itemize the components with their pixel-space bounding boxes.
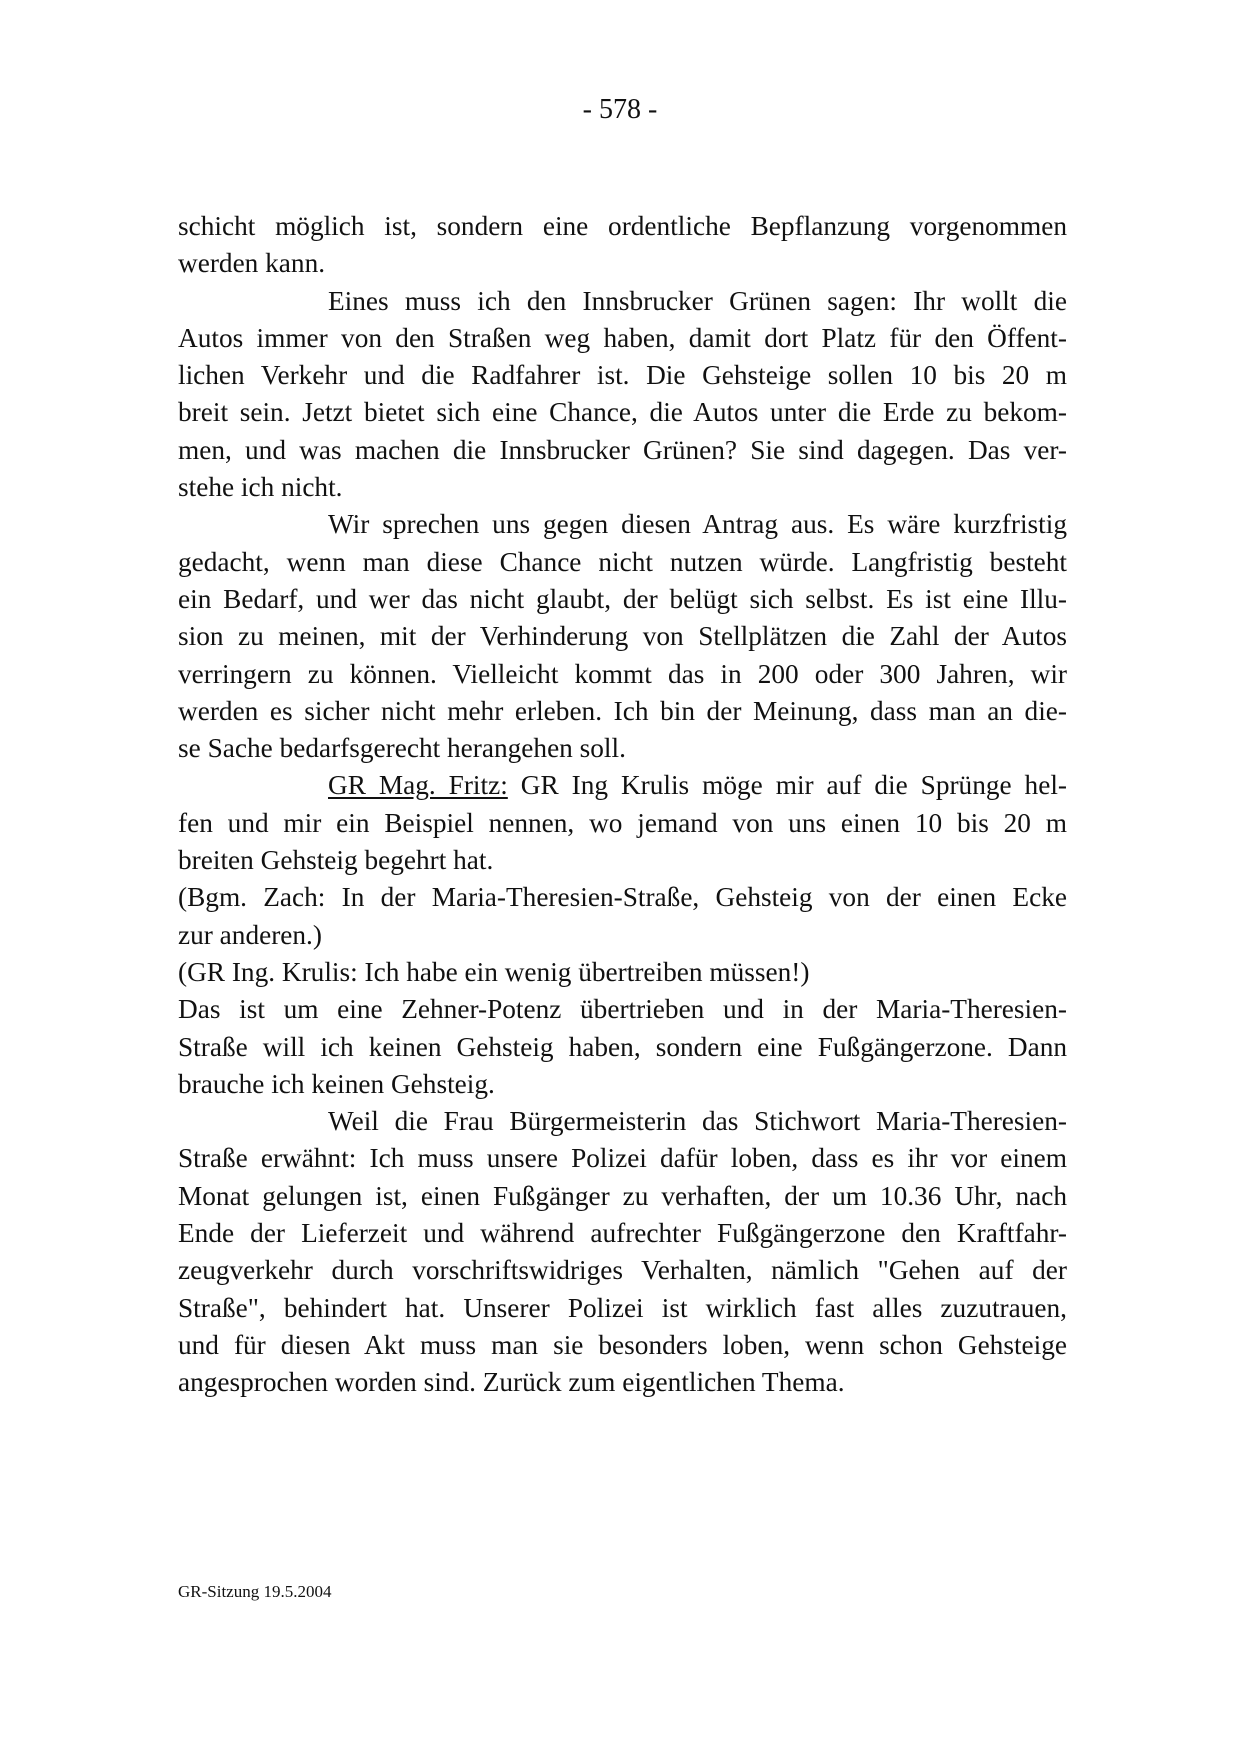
text-line: fen und mir ein Beispiel nennen, wo jemand von uns einen 10 bis 20 m	[178, 807, 1067, 838]
text-line: breiten Gehsteig begehrt hat.	[178, 845, 494, 876]
interjection-line: (Bgm. Zach: In der Maria-Theresien-Straße, Gehsteig von der einen Ecke	[178, 882, 1067, 913]
text-line: Eines muss ich den Innsbrucker Grünen sagen: Ihr wollt die	[328, 285, 1067, 316]
text-line: Wir sprechen uns gegen diesen Antrag aus. Es wäre kurzfristig	[328, 509, 1067, 540]
text-line: zeugverkehr durch vorschriftswidriges Verhalten, nämlich "Gehen auf der	[178, 1255, 1067, 1286]
text-line: angesprochen worden sind. Zurück zum eigentlichen Thema.	[178, 1367, 845, 1398]
text-line: stehe ich nicht.	[178, 472, 343, 503]
speaker-line	[178, 767, 1067, 804]
text-line: Autos immer von den Straßen weg haben, damit dort Platz für den Öffent-	[178, 322, 1067, 353]
text-line: verringern zu können. Vielleicht kommt das in 200 oder 300 Jahren, wir	[178, 658, 1067, 689]
speaker-text: GR Ing Krulis möge mir auf die Sprünge hel-	[507, 770, 1068, 801]
text-line: ein Bedarf, und wer das nicht glaubt, der belügt sich selbst. Es ist eine Illu-	[178, 583, 1067, 614]
text-line: werden es sicher nicht mehr erleben. Ich bin der Meinung, dass man an die-	[178, 695, 1067, 726]
interjection-line: (GR Ing. Krulis: Ich habe ein wenig übertreiben müssen!)	[178, 956, 810, 987]
text-line: schicht möglich ist, sondern eine ordentliche Bepflanzung vorgenommen	[178, 211, 1067, 241]
text-line: werden kann.	[178, 248, 326, 279]
text-line: brauche ich keinen Gehsteig.	[178, 1068, 495, 1099]
text-line: und für diesen Akt muss man sie besonders loben, wenn schon Gehsteige	[178, 1329, 1067, 1360]
text-line: men, und was machen die Innsbrucker Grünen? Sie sind dagegen. Das ver-	[178, 434, 1067, 465]
text-line: Ende der Lieferzeit und während aufrechter Fußgängerzone den Kraftfahr-	[178, 1218, 1067, 1249]
page-footer: GR-Sitzung 19.5.2004	[178, 1582, 332, 1601]
text-line: gedacht, wenn man diese Chance nicht nutzen würde. Langfristig besteht	[178, 546, 1067, 577]
text-line: lichen Verkehr und die Radfahrer ist. Die Gehsteige sollen 10 bis 20 m	[178, 360, 1067, 391]
text-line: se Sache bedarfsgerecht herangehen soll.	[178, 733, 626, 764]
body-text	[178, 208, 1067, 1402]
page-number: - 578 -	[582, 94, 658, 125]
text-line: Weil die Frau Bürgermeisterin das Stichwort Maria-Theresien-	[328, 1106, 1067, 1137]
speaker-name: GR Mag. Fritz:	[328, 770, 508, 801]
interjection-line: zur anderen.)	[178, 919, 322, 950]
text-line: Straße will ich keinen Gehsteig haben, sondern eine Fußgängerzone. Dann	[178, 1031, 1067, 1062]
text-line: Das ist um eine Zehner-Potenz übertrieben und in der Maria-Theresien-	[178, 994, 1067, 1025]
text-line: breit sein. Jetzt bietet sich eine Chance, die Autos unter die Erde zu bekom-	[178, 397, 1067, 428]
text-line: Monat gelungen ist, einen Fußgänger zu verhaften, der um 10.36 Uhr, nach	[178, 1180, 1067, 1211]
text-line: Straße", behindert hat. Unserer Polizei ist wirklich fast alles zuzutrauen,	[178, 1292, 1067, 1323]
text-line: sion zu meinen, mit der Verhinderung von Stellplätzen die Zahl der Autos	[178, 621, 1067, 652]
text-line: Straße erwähnt: Ich muss unsere Polizei dafür loben, dass es ihr vor einem	[178, 1143, 1067, 1174]
